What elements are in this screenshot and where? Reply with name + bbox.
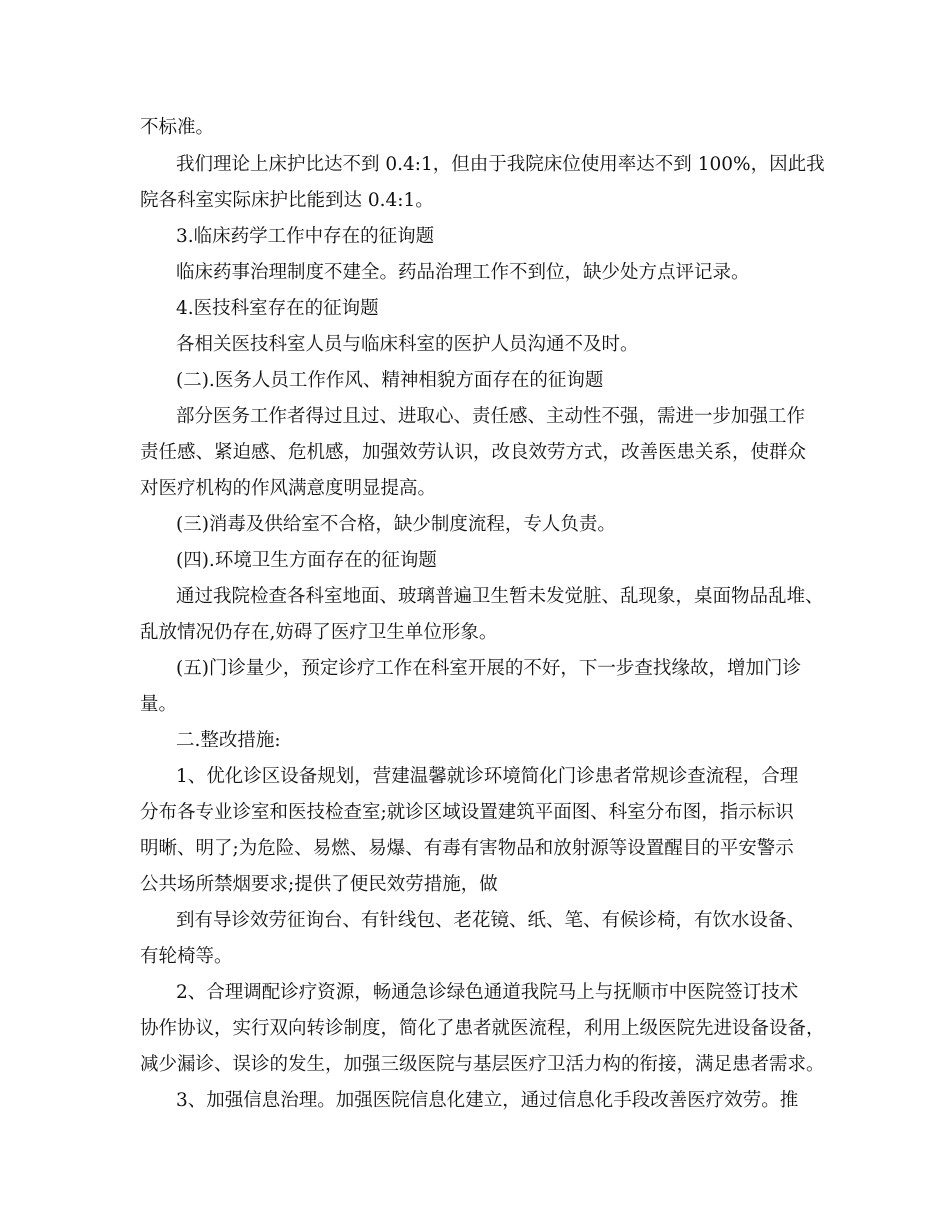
text-line: 公共场所禁烟要求;提供了便民效劳措施，做 [140,874,498,895]
section-heading: 二.整改措施: [176,730,281,751]
text-line: 量。 [140,694,178,715]
text-line: 3、加强信息治理。加强医院信息化建立，通过信息化手段改善医疗效劳。推 [176,1090,799,1111]
text-line: 对医疗机构的作风满意度明显提高。 [140,478,437,499]
text-line: 我们理论上床护比达不到 0.4:1，但由于我院床位使用率达不到 100%，因此我 [176,154,825,175]
section-heading: (二).医务人员工作作风、精神相貌方面存在的征询题 [176,370,604,391]
section-heading: (四).环境卫生方面存在的征询题 [176,550,437,571]
text-line: 不标准。 [140,117,215,138]
text-line: 2、合理调配诊疗资源，畅通急诊绿色通道我院马上与抚顺市中医院签订技术 [176,982,799,1003]
section-heading: 4.医技科室存在的征询题 [176,298,379,319]
text-line: 有轮椅等。 [140,946,233,967]
text-line: 分布各专业诊室和医技检查室;就诊区域设置建筑平面图、科室分布图，指示标识 [140,802,794,823]
text-line: 各相关医技科室人员与临床科室的医护人员沟通不及时。 [176,334,639,355]
text-line: 部分医务工作者得过且过、进取心、责任感、主动性不强，需进一步加强工作 [176,406,806,427]
section-heading: 3.临床药学工作中存在的征询题 [176,226,435,247]
text-line: 到有导诊效劳征询台、有针线包、老花镜、纸、笔、有候诊椅，有饮水设备、 [176,910,806,931]
text-line: 乱放情况仍存在,妨碍了医疗卫生单位形象。 [140,622,498,643]
section-heading: (五)门诊量少，预定诊疗工作在科室开展的不好，下一步查找缘故，增加门诊 [176,658,801,679]
text-line: 减少漏诊、误诊的发生，加强三级医院与基层医疗卫活力构的衔接，满足患者需求。 [140,1054,825,1075]
text-line: 院各科室实际床护比能到达 0.4:1。 [140,190,434,211]
text-line: 责任感、紧迫感、危机感，加强效劳认识，改良效劳方式，改善医患关系，使群众 [140,442,807,463]
text-line: 临床药事治理制度不建全。药品治理工作不到位，缺少处方点评记录。 [176,262,750,283]
section-heading: (三)消毒及供给室不合格，缺少制度流程，专人负责。 [176,514,616,535]
text-line: 协作协议，实行双向转诊制度，简化了患者就医流程，利用上级医院先进设备设备， [140,1018,825,1039]
text-line: 1、优化诊区设备规划，营建温馨就诊环境简化门诊患者常规诊查流程，合理 [176,766,799,787]
text-line: 明晰、明了;为危险、易燃、易爆、有毒有害物品和放射源等设置醒目的平安警示 [140,838,794,859]
text-line: 通过我院检查各科室地面、玻璃普遍卫生暂未发觉脏、乱现象，桌面物品乱堆、 [176,586,824,607]
